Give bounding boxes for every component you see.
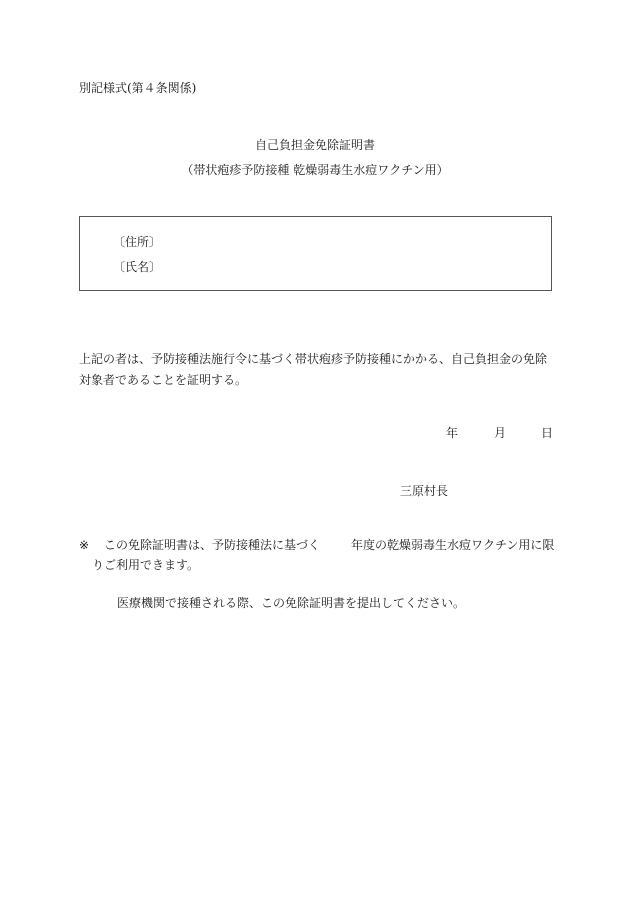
- document-subtitle: （帯状疱疹予防接種 乾燥弱毒生水痘ワクチン用）: [181, 163, 449, 177]
- document-title: 自己負担金免除証明書: [254, 138, 375, 152]
- note-text-line2: りご利用できます。: [92, 558, 200, 572]
- note-mark: ※: [79, 538, 90, 552]
- note-text-line1-b: 年度の乾燥弱毒生水痘ワクチン用に限: [351, 538, 555, 552]
- issuer-title: 三原村長: [400, 484, 449, 498]
- form-reference: 別記様式(第４条関係): [79, 81, 197, 95]
- note-text-line1-a: この免除証明書は、予防接種法に基づく: [104, 538, 321, 552]
- certification-text-line1: 上記の者は、予防接種法施行令に基づく帯状疱疹予防接種にかかる、自己負担金の免除: [79, 352, 548, 366]
- person-info-box: [79, 216, 552, 291]
- instruction-text: 医療機関で接種される際、この免除証明書を提出してください。: [117, 596, 466, 610]
- name-label: 〔氏名〕: [113, 260, 162, 274]
- date-year-label: 年: [446, 426, 459, 440]
- certification-text-line2: 対象者であることを証明する。: [79, 373, 248, 387]
- address-label: 〔住所〕: [113, 235, 162, 249]
- date-day-label: 日: [541, 426, 554, 440]
- date-month-label: 月: [494, 426, 507, 440]
